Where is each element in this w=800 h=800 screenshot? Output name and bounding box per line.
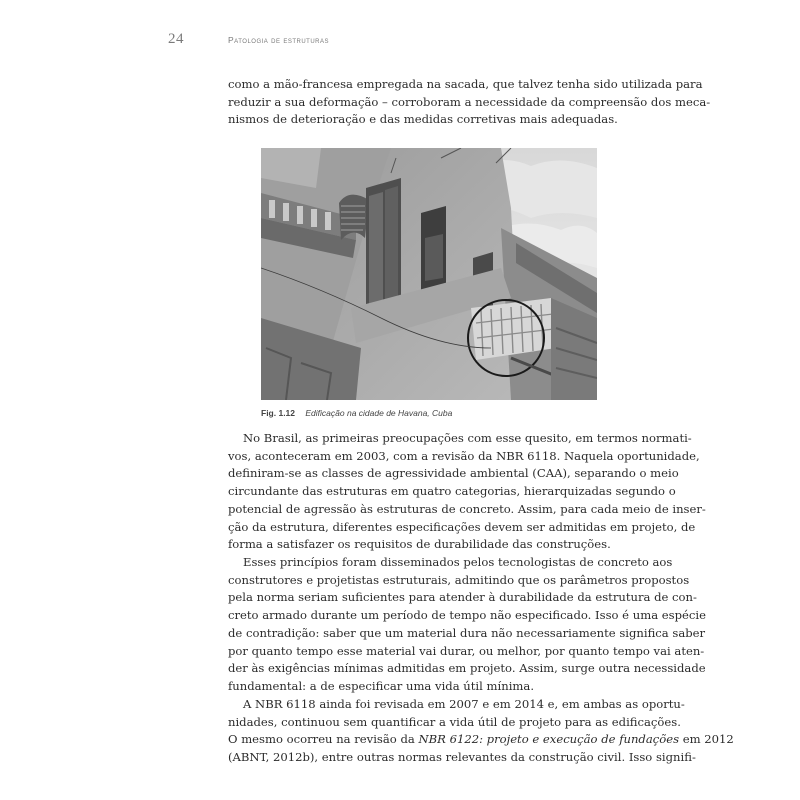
- text-segment-italic: NBR 6122: projeto e execução de fundações: [418, 732, 680, 747]
- text-line: por quanto tempo esse material vai durar, ou melhor, por quanto tempo vai aten-: [228, 643, 705, 658]
- page-number: 24: [168, 31, 184, 47]
- text-line: circundante das estruturas em quatro categorias, hierarquizadas segundo o: [228, 484, 676, 499]
- paragraph-top: [228, 76, 711, 129]
- text-line: ção da estrutura, diferentes especificações devem ser admitidas em projeto, de: [228, 519, 696, 534]
- text-line: [228, 731, 734, 749]
- text-line: vos, aconteceram em 2003, com a revisão da NBR 6118. Naquela oportunidade,: [228, 448, 700, 463]
- figure-photo-havana-building: [261, 148, 597, 400]
- text-line: creto armado durante um período de tempo não especificado. Isso é uma espécie: [228, 608, 706, 623]
- figure-label: Fig. 1.12: [261, 408, 296, 418]
- text-line: construtores e projetistas estruturais, admitindo que os parâmetros propostos: [228, 572, 690, 587]
- text-line: fundamental: a de especificar uma vida útil mínima.: [228, 678, 535, 693]
- text-line: nidades, continuou sem quantificar a vida útil de projeto para as edificações.: [228, 714, 681, 729]
- text-segment: em 2012: [679, 732, 734, 747]
- text-segment: O mesmo ocorreu na revisão da: [228, 732, 419, 747]
- text-line: forma a satisfazer os requisitos de durabilidade das construções.: [228, 537, 611, 552]
- paragraph-1: [228, 430, 706, 554]
- building-photo: [261, 148, 597, 400]
- paragraph-2: [228, 554, 706, 696]
- text-line: der às exigências mínimas admitidas em projeto. Assim, surge outra necessidade: [228, 661, 706, 676]
- running-head: Patologia de estruturas: [228, 35, 330, 45]
- text-line: potencial de agressão às estruturas de concreto. Assim, para cada meio de inser-: [228, 501, 706, 516]
- text-line: nismos de deterioração e das medidas corretivas mais adequadas.: [228, 112, 618, 127]
- text-line: reduzir a sua deformação – corroboram a necessidade da compreensão dos meca-: [228, 94, 711, 109]
- text-line: A NBR 6118 ainda foi revisada em 2007 e em 2014 e, em ambas as oportu-: [243, 697, 685, 711]
- text-line: No Brasil, as primeiras preocupações com esse quesito, em termos normati-: [243, 431, 692, 445]
- text-line: como a mão-francesa empregada na sacada, que talvez tenha sido utilizada para: [228, 77, 703, 91]
- text-line: de contradição: saber que um material dura não necessariamente significa saber: [228, 625, 706, 640]
- text-line: (ABNT, 2012b), entre outras normas relevantes da construção civil. Isso signifi-: [228, 750, 696, 765]
- figure-caption: [261, 408, 452, 418]
- text-line: Esses princípios foram disseminados pelos tecnologistas de concreto aos: [243, 555, 673, 569]
- paragraph-3: [228, 696, 734, 767]
- figure-caption-text: Edificação na cidade de Havana, Cuba: [305, 408, 453, 418]
- text-line: pela norma seriam suficientes para atender à durabilidade da estrutura de con-: [228, 590, 697, 605]
- text-line: definiram-se as classes de agressividade ambiental (CAA), separando o meio: [228, 466, 679, 481]
